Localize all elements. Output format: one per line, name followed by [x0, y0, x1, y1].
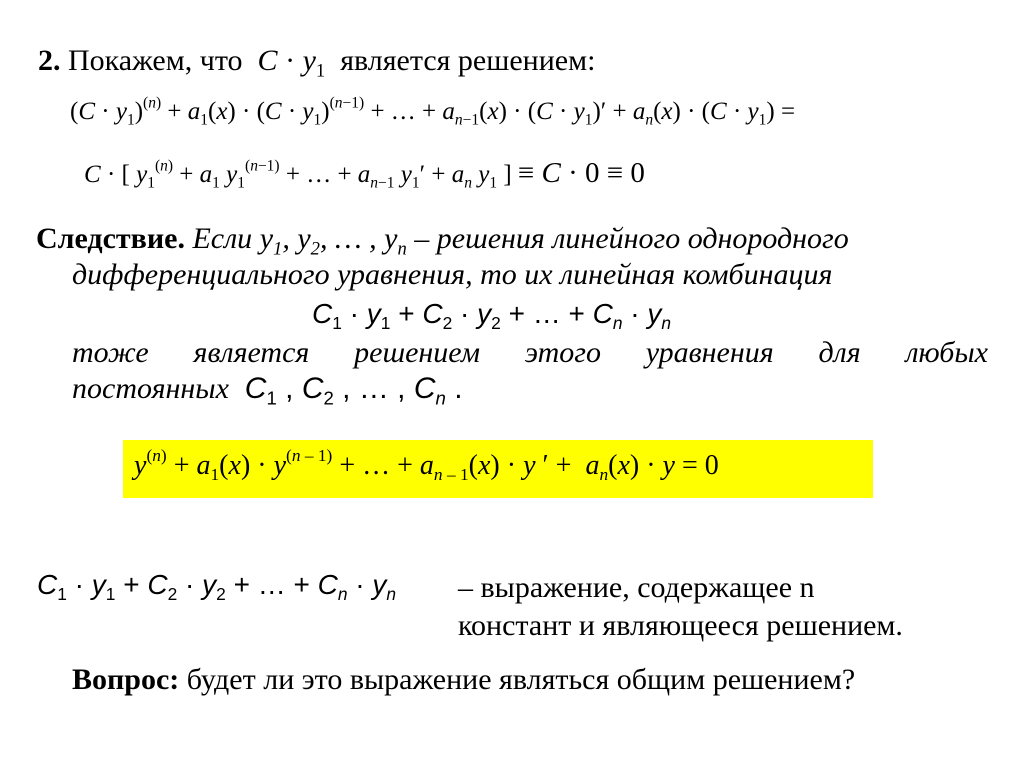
- homogeneous-equation: $y^{(n)} + a_1(x) \cdot y^{(n - 1)}$ + … + $a_{n - 1}(x) \cdot y$ ′ + $a_n(x) \cdot y = 0$: [134, 445, 719, 485]
- consequence-line-2: дифференциального уравнения, то их линейная комбинация: [72, 258, 833, 291]
- point-text-after: является решением:: [340, 44, 596, 77]
- point-2-heading: [38, 44, 596, 82]
- question-text: будет ли это выражение являться общим решением?: [186, 663, 856, 696]
- point-text-before: Покажем, что: [68, 44, 243, 77]
- question: [72, 663, 855, 697]
- consequence-line-4: тоже является решением этого уравнения для любых: [72, 336, 988, 369]
- consequence-label: Следствие.: [36, 222, 185, 255]
- formula-line-2: C · [ $y_1^{(n)} + a_1$ $y_1^{(n-1)}$ + … + $a_{n-1}$ $y_1' + a_n$ $y_1$ ] ≡ C · 0 ≡ 0: [84, 157, 645, 192]
- math-c-list: $C_1$ , $C_2$ , … , $C_n$ .: [244, 372, 463, 409]
- consequence-line-1: [36, 222, 849, 260]
- bottom-combination-formula: $C_1 \cdot y_1 + C_2 \cdot y_2$ + … + $C_n \cdot y_n$: [37, 569, 397, 605]
- question-label: Вопрос:: [72, 663, 180, 696]
- consequence-constants-word: постоянных: [72, 372, 229, 405]
- bottom-text-1: – выражение, содержащее n: [458, 571, 815, 604]
- formula-line-1: $(C \cdot y_1)^{(n)} + a_1(x) \cdot (C \cdot y_1)^{(n-1)}$ + … + $a_{n-1}(x) \cdot (C \cdot y_1)' + a_n(x) \cdot (C \cdot y_1)$ =: [70, 94, 796, 129]
- math-c-y1: $C \cdot y_1$: [257, 44, 326, 82]
- bottom-text-2: констант и являющееся решением.: [458, 609, 903, 642]
- consequence-text-after-y: – решения линейного однородного: [414, 222, 849, 255]
- point-number: 2.: [38, 44, 61, 77]
- linear-combination-formula: $C_1 \cdot y_1 + C_2 \cdot y_2$ + … + $C_n \cdot y_n$: [312, 298, 672, 334]
- math-y-list: $y_1$, $y_2$, … , $y_n$: [259, 222, 407, 260]
- consequence-if: Если: [192, 222, 253, 255]
- consequence-line-5: [72, 372, 463, 409]
